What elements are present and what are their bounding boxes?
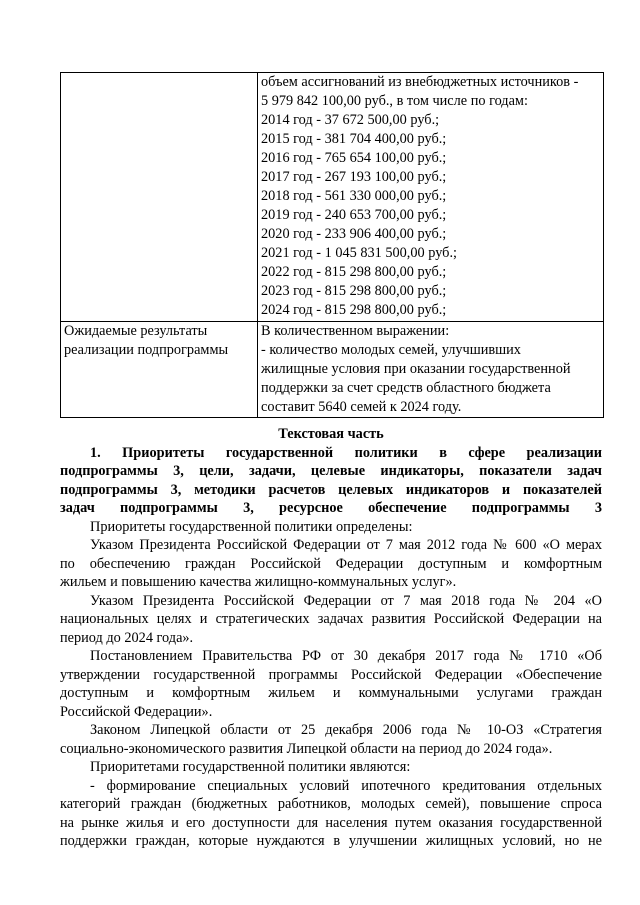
text-line: В количественном выражении: <box>261 323 450 339</box>
section-title <box>60 444 602 518</box>
paragraph: Приоритетами государственной политики являются: <box>90 759 411 775</box>
text-line: Законом Липецкой области от 25 декабря 2006 года № 10-ОЗ «Стратегия <box>90 722 602 738</box>
text-line: 2014 год - 37 672 500,00 руб.; <box>261 112 440 128</box>
paragraph <box>60 777 602 851</box>
text-line: поддержки за счет средств областного бюджета <box>261 380 551 396</box>
text-line: реализации подпрограммы <box>64 342 229 358</box>
text-line: составит 5640 семей к 2024 году. <box>261 399 462 415</box>
paragraph <box>60 647 602 721</box>
table-cell-value <box>258 322 604 418</box>
title-line: задач подпрограммы 3, ресурсное обеспечение подпрограммы 3 <box>60 500 602 516</box>
text-line: Российской Федерации». <box>60 703 213 720</box>
text-line: утверждении государственной программы Российской Федерации «Обеспечение <box>60 666 602 683</box>
text-line: 2018 год - 561 330 000,00 руб.; <box>261 188 447 204</box>
table-row <box>61 73 604 322</box>
text-line: - количество молодых семей, улучшивших <box>261 342 521 358</box>
title-line: подпрограммы 3, методики расчетов целевых индикаторов и показателей <box>60 481 602 498</box>
text-line: 2016 год - 765 654 100,00 руб.; <box>261 150 447 166</box>
title-line: подпрограммы 3, цели, задачи, целевые индикаторы, показатели задач <box>60 463 602 479</box>
text-line: на рынке жилья и его доступности для населения путем оказания государственной <box>60 814 602 831</box>
title-line: 1. Приоритеты государственной политики в сфере реализации <box>90 444 602 461</box>
text-line: Ожидаемые результаты <box>64 323 208 339</box>
paragraph <box>60 721 602 758</box>
text-line: Постановлением Правительства РФ от 30 декабря 2017 года № 1710 «Об <box>90 648 602 664</box>
text-line: категорий граждан (бюджетных работников, молодых семей), повышение спроса <box>60 796 602 812</box>
text-line: жильем и повышению качества жилищно-коммунальных услуг». <box>60 574 457 590</box>
table-row <box>61 322 604 418</box>
text-line: 5 979 842 100,00 руб., в том числе по годам: <box>261 93 528 109</box>
paragraph <box>60 592 602 648</box>
text-line: 2017 год - 267 193 100,00 руб.; <box>261 169 447 185</box>
paragraph: Приоритеты государственной политики определены: <box>90 518 413 535</box>
table-cell-label <box>61 322 258 418</box>
text-line: Указом Президента Российской Федерации от 7 мая 2012 года № 600 «О мерах <box>90 537 602 553</box>
text-line: 2022 год - 815 298 800,00 руб.; <box>261 264 447 280</box>
text-line: жилищные условия при оказании государственной <box>261 361 571 377</box>
text-line: 2015 год - 381 704 400,00 руб.; <box>261 131 447 147</box>
text-line: период до 2024 года». <box>60 629 194 646</box>
table-cell-value <box>258 73 604 322</box>
text-line: 2019 год - 240 653 700,00 руб.; <box>261 207 447 223</box>
text-line: доступным и комфортным жильем и коммунальными услугами граждан <box>60 685 602 701</box>
text-line: Указом Президента Российской Федерации от 7 мая 2018 года № 204 «О <box>90 592 602 609</box>
table-cell-label <box>61 73 258 322</box>
text-line: 2021 год - 1 045 831 500,00 руб.; <box>261 245 457 261</box>
text-line: по обеспечению граждан Российской Федерации доступным и комфортным <box>60 555 602 572</box>
text-line: 2023 год - 815 298 800,00 руб.; <box>261 283 447 299</box>
passport-table <box>60 72 604 418</box>
text-line: социально-экономического развития Липецкой области на период до 2024 года». <box>60 740 553 757</box>
text-line: 2024 год - 815 298 800,00 руб.; <box>261 302 447 318</box>
paragraph <box>60 536 602 592</box>
text-line: поддержки граждан, которые нуждаются в улучшении жилищных условий, но не <box>60 833 602 849</box>
text-line: национальных целях и стратегических задачах развития Российской Федерации на <box>60 611 602 627</box>
text-section <box>60 425 602 851</box>
section-heading: Текстовая часть <box>278 426 384 442</box>
text-line: - формирование специальных условий ипотечного кредитования отдельных <box>90 777 602 794</box>
text-line: объем ассигнований из внебюджетных источников - <box>261 74 579 90</box>
text-line: 2020 год - 233 906 400,00 руб.; <box>261 226 447 242</box>
